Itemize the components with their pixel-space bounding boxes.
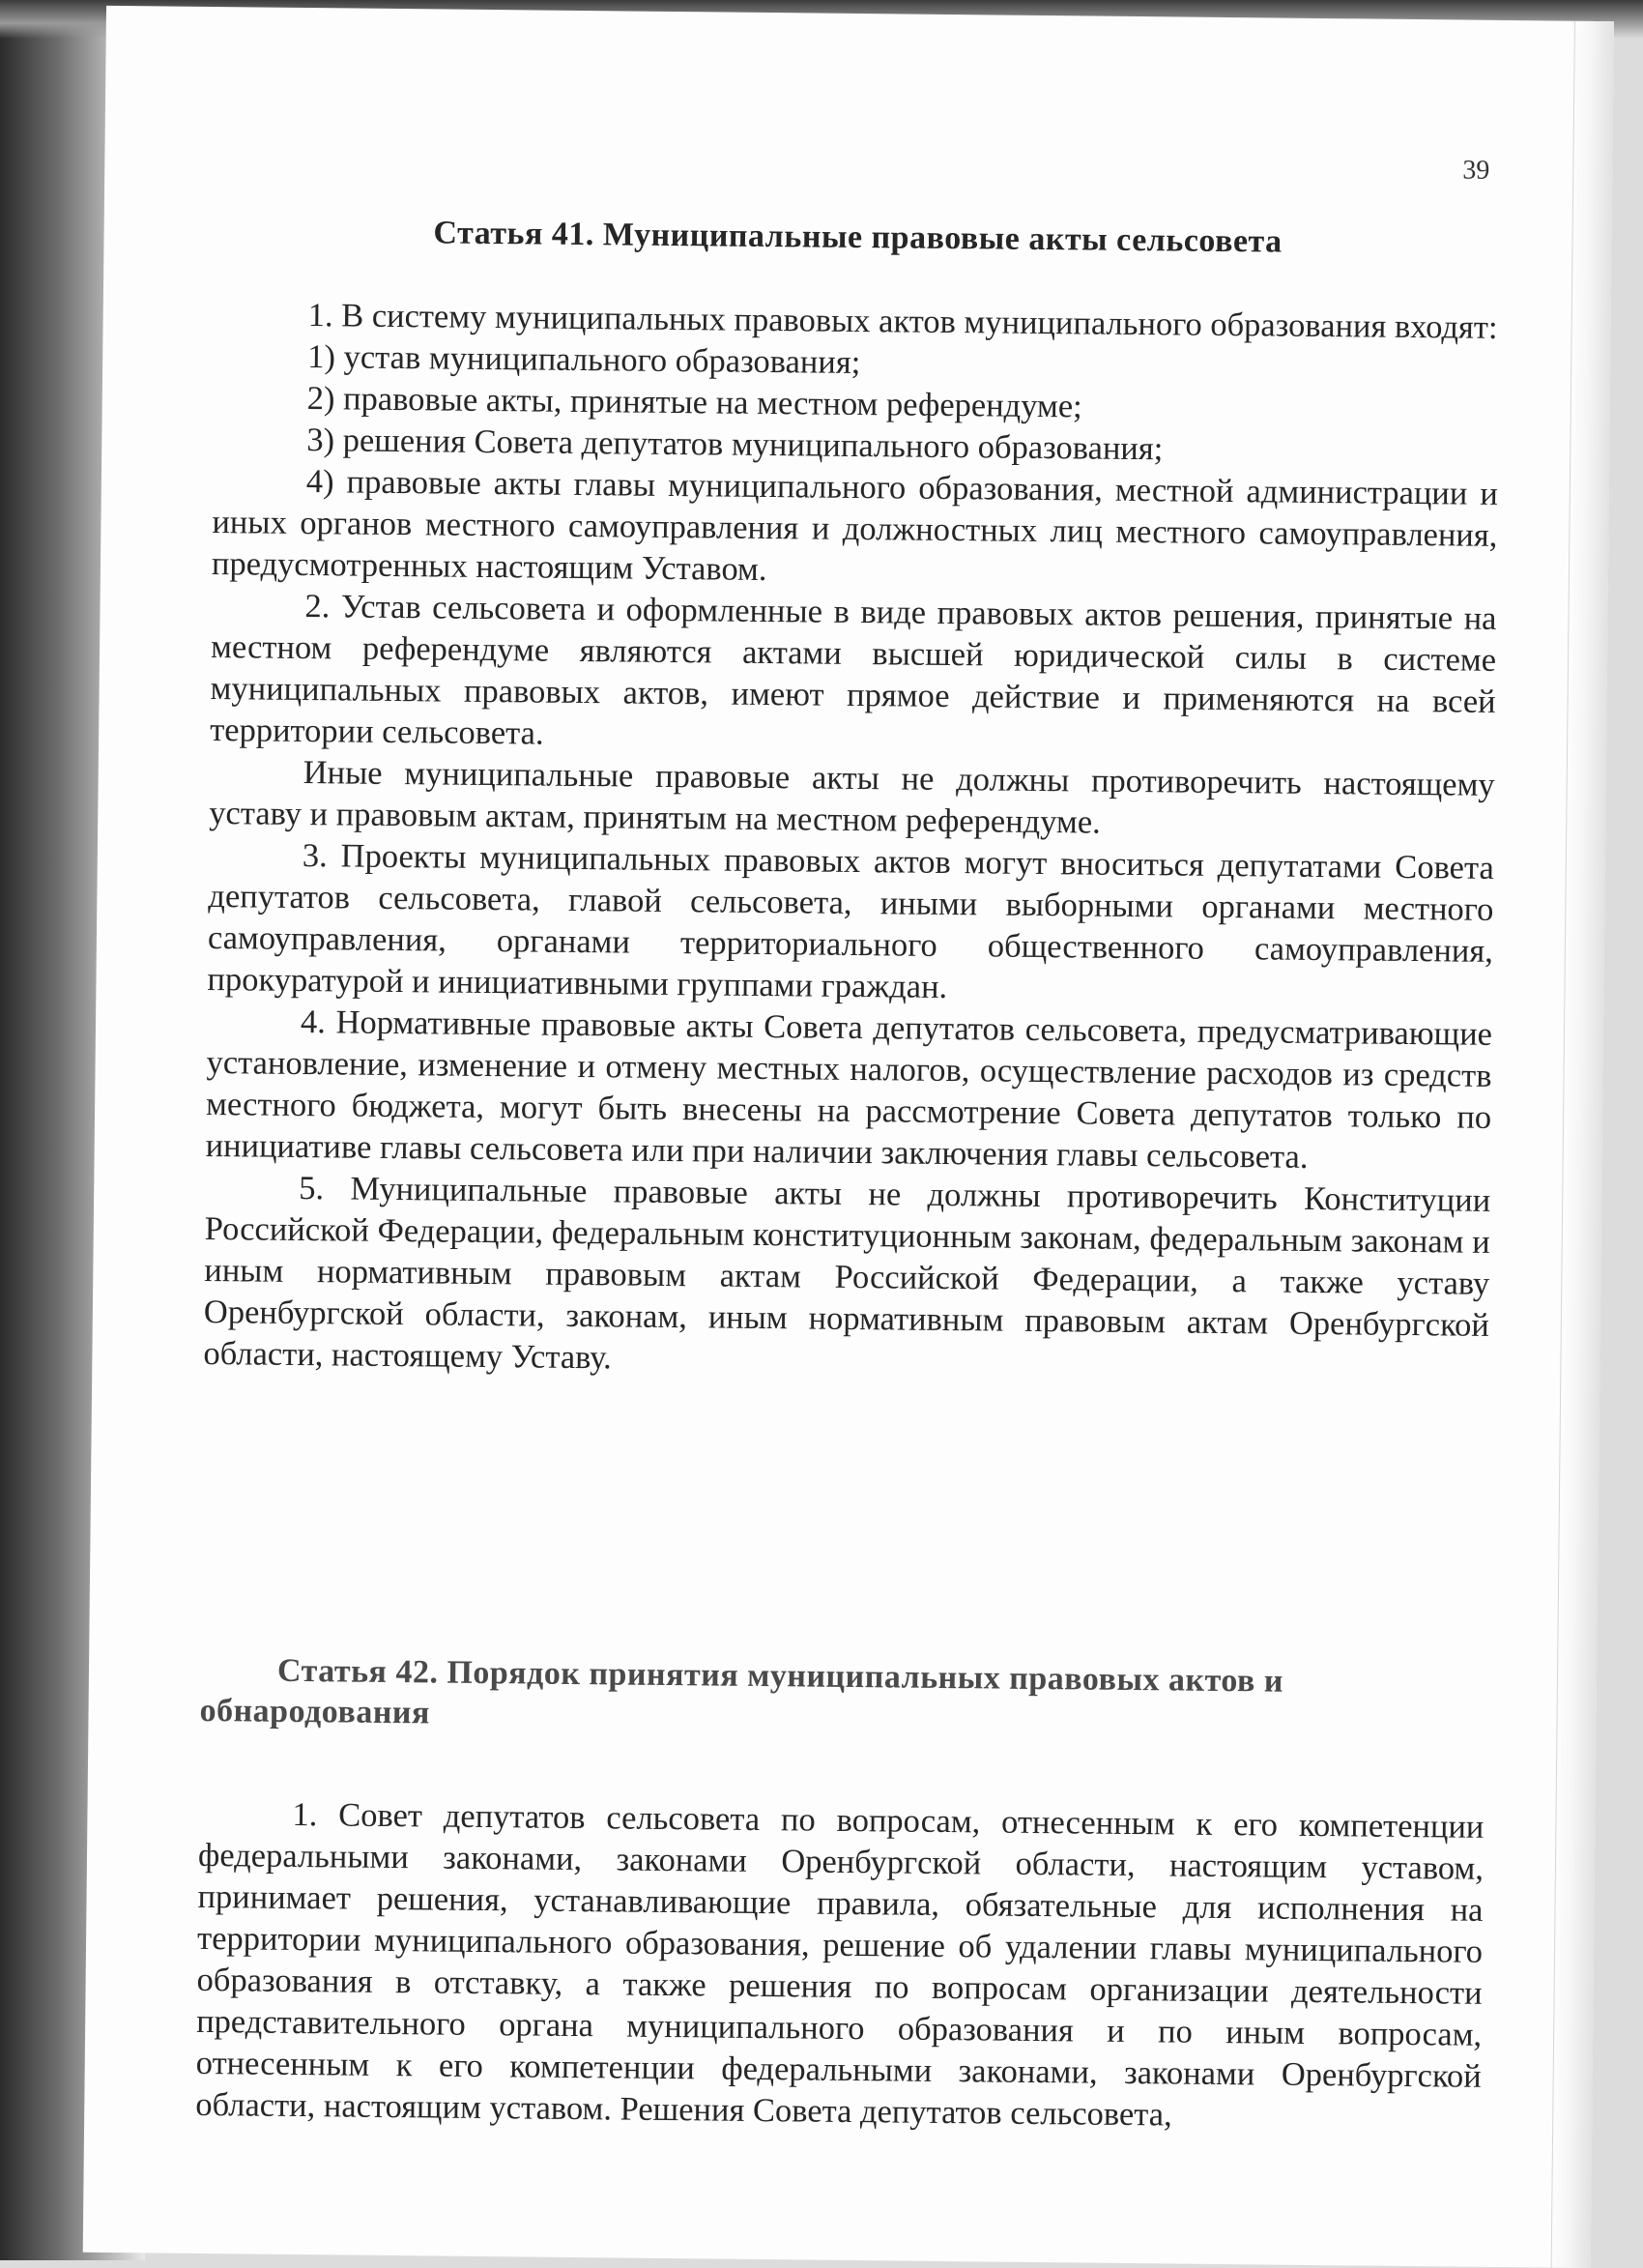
- article-41-item-2: 2) правовые акты, принятые на местном референдуме;: [306, 380, 1082, 425]
- article-41-paragraph-5: 5. Муниципальные правовые акты не должны противоречить Конституции Российской Федерации, федеральным конституционным законам, федеральным законам и иным нормативным правовым актам Российской Федерации, а также уставу Оренбургской области, законам, иным нормативным правовым актам Оренбургской области, настоящему Уставу.: [203, 1169, 1491, 1377]
- article-41-paragraph-1: 1. В систему муниципальных правовых актов муниципального образования входят:: [307, 297, 1498, 346]
- article-41-item-4: 4) правовые акты главы муниципального образования, местной администрации и иных органов местного самоуправления и должностных лиц местного самоуправления, предусмотренных настоящим Уставом.: [211, 463, 1499, 589]
- article-41-heading: Статья 41. Муниципальные правовые акты сельсовета: [433, 215, 1283, 260]
- article-41-item-1: 1) устав муниципального образования;: [307, 338, 861, 382]
- article-41: [203, 210, 1501, 1388]
- article-41-paragraph-2: 2. Устав сельсовета и оформленные в виде правовых актов решения, принятые на местном референдуме являются актами высшей юридической силы в системе муниципальных правовых актов, имеют прямое действие и применяются на всей территории сельсовета.: [210, 588, 1497, 752]
- document-page: [83, 6, 1614, 2268]
- article-41-item-3: 3) решения Совета депутатов муниципального образования;: [306, 422, 1164, 468]
- article-42: [195, 1650, 1485, 2139]
- article-41-paragraph-4: 4. Нормативные правовые акты Совета депутатов сельсовета, предусматривающие установление, изменение и отмену местных налогов, осуществление расходов из средств местного бюджета, могут быть внесены на рассмотрение Совета депутатов только по инициативе главы сельсовета или при наличии заключения главы сельсовета.: [205, 1003, 1493, 1176]
- article-41-paragraph-3: 3. Проекты муниципальных правовых актов могут вноситься депутатами Совета депутатов сельсовета, главой сельсовета, иными выборными органами местного самоуправления, органами территориального общественного самоуправления, прокуратурой и инициативными группами граждан.: [207, 837, 1494, 1005]
- article-42-paragraph-1: 1. Совет депутатов сельсовета по вопросам, отнесенным к его компетенции федеральными законами, законами Оренбургской области, настоящим уставом, принимает решения, устанавливающие правила, обязательные для исполнения на территории муниципального образования, решение об удалении главы муниципального образования в отставку, а также решения по вопросам организации деятельности представительного органа муниципального образования и по иным вопросам, отнесенным к его компетенции федеральными законами, законами Оренбургской области, настоящим уставом. Решения Совета депутатов сельсовета,: [195, 1795, 1484, 2134]
- page-number: 39: [1462, 155, 1490, 186]
- article-42-heading: Статья 42. Порядок принятия муниципальных правовых актов и обнародования: [199, 1652, 1284, 1731]
- article-41-paragraph-2b: Иные муниципальные правовые акты не должны противоречить настоящему уставу и правовым актам, принятым на местном референдуме.: [209, 754, 1495, 841]
- page-edge: [1551, 21, 1614, 2268]
